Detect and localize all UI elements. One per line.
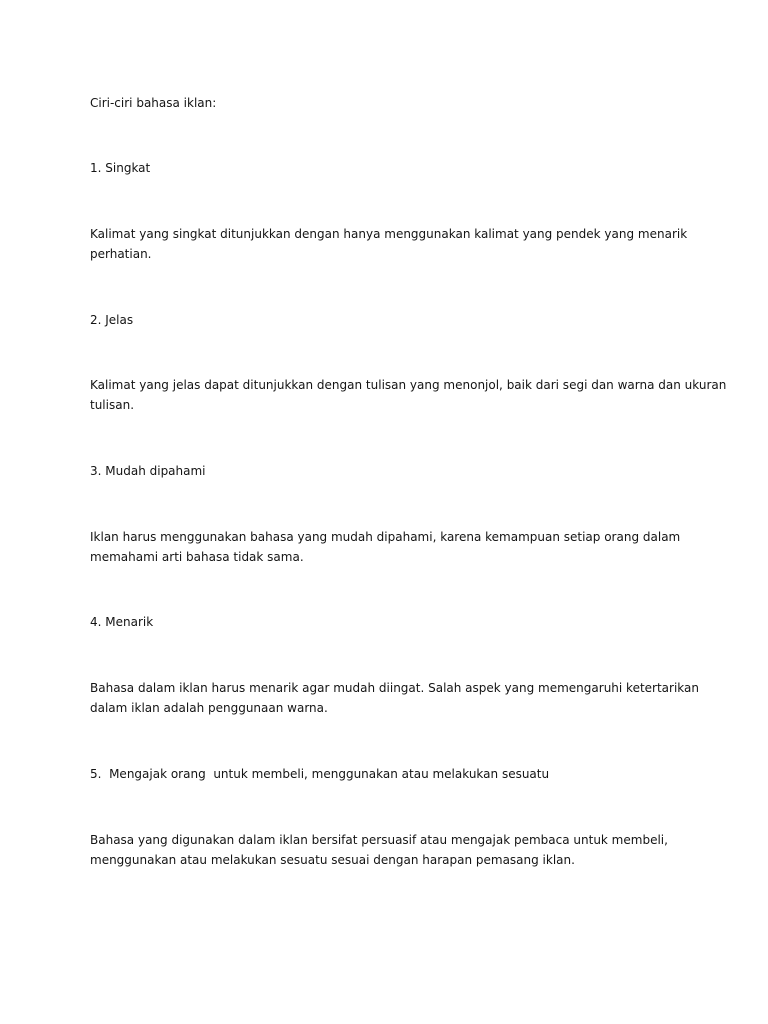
section-heading-1: 1. Singkat — [90, 161, 151, 175]
document-title: Ciri-ciri bahasa iklan: — [90, 96, 217, 110]
section-body-2 — [90, 375, 727, 415]
section-heading-4: 4. Menarik — [90, 615, 154, 629]
section-body-5-line-2: menggunakan atau melakukan sesuatu sesuai dengan harapan pemasang iklan. — [90, 853, 575, 867]
section-body-4-line-2: dalam iklan adalah penggunaan warna. — [90, 701, 328, 715]
section-body-4-line-1: Bahasa dalam iklan harus menarik agar mudah diingat. Salah aspek yang memengaruhi ketertarikan — [90, 681, 699, 695]
section-body-4 — [90, 678, 699, 718]
section-heading-2: 2. Jelas — [90, 313, 134, 327]
section-body-5 — [90, 830, 690, 870]
section-body-3-line-2: memahami arti bahasa tidak sama. — [90, 550, 304, 564]
section-body-1 — [90, 224, 690, 264]
section-heading-5: 5. Mengajak orang untuk membeli, menggunakan atau melakukan sesuatu — [90, 767, 550, 781]
section-body-1-line-1: Kalimat yang singkat ditunjukkan dengan hanya menggunakan kalimat yang pendek yang menarik — [90, 227, 688, 241]
section-body-3 — [90, 527, 690, 567]
section-body-2-line-1: Kalimat yang jelas dapat ditunjukkan dengan tulisan yang menonjol, baik dari segi dan warna dan ukuran — [90, 378, 727, 392]
section-body-3-line-1: Iklan harus menggunakan bahasa yang mudah dipahami, karena kemampuan setiap orang dalam — [90, 530, 681, 544]
section-heading-3: 3. Mudah dipahami — [90, 464, 206, 478]
section-body-2-line-2: tulisan. — [90, 398, 135, 412]
section-body-1-line-2: perhatian. — [90, 247, 152, 261]
section-body-5-line-1: Bahasa yang digunakan dalam iklan bersifat persuasif atau mengajak pembaca untuk membeli, — [90, 833, 668, 847]
